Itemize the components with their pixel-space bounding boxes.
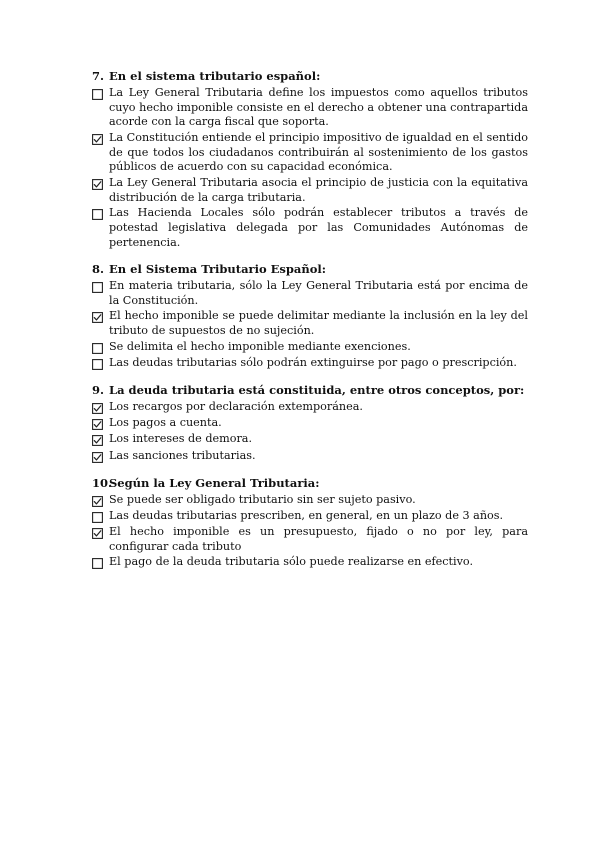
checkbox[interactable] bbox=[92, 416, 105, 431]
checkbox[interactable] bbox=[92, 449, 105, 464]
question-8 bbox=[92, 262, 528, 371]
checkbox-checked-icon bbox=[92, 496, 103, 507]
checkbox-empty-icon bbox=[92, 89, 103, 100]
option-text: La Constitución entiende el principio impositivo de igualdad en el sentido de que todos los ciudadanos contribuirán al sostenimiento de los gastos públicos de acuerdo con su capacidad económica. bbox=[109, 130, 528, 174]
answer-option bbox=[92, 206, 528, 250]
option-text: Se puede ser obligado tributario sin ser sujeto pasivo. bbox=[109, 492, 416, 506]
checkbox[interactable] bbox=[92, 279, 105, 294]
checkbox-empty-icon bbox=[92, 359, 103, 370]
checkbox[interactable] bbox=[92, 340, 105, 355]
checkbox-empty-icon bbox=[92, 343, 103, 354]
option-text: Los recargos por declaración extemporánea. bbox=[109, 400, 363, 414]
checkbox-checked-icon bbox=[92, 403, 103, 414]
answer-option bbox=[92, 309, 528, 338]
checkbox-checked-icon bbox=[92, 435, 103, 446]
question-title bbox=[92, 476, 528, 491]
checkbox-checked-icon bbox=[92, 312, 103, 323]
question-7 bbox=[92, 69, 528, 250]
checkbox[interactable] bbox=[92, 356, 105, 371]
option-text: Los intereses de demora. bbox=[109, 432, 253, 446]
checkbox[interactable] bbox=[92, 131, 105, 146]
answer-option bbox=[92, 493, 528, 508]
checkbox-checked-icon bbox=[92, 452, 103, 463]
checkbox-checked-icon bbox=[92, 419, 103, 430]
checkbox-empty-icon bbox=[92, 512, 103, 523]
checkbox-empty-icon bbox=[92, 209, 103, 220]
checkbox[interactable] bbox=[92, 509, 105, 524]
checkbox-empty-icon bbox=[92, 558, 103, 569]
checkbox[interactable] bbox=[92, 525, 105, 540]
answer-option bbox=[92, 86, 528, 130]
checkbox-empty-icon bbox=[92, 282, 103, 293]
question-title bbox=[92, 262, 528, 277]
option-text: En materia tributaria, sólo la Ley General Tributaria está por encima de la Constitución. bbox=[109, 279, 528, 307]
option-text: Las deudas tributarias sólo podrán extinguirse por pago o prescripción. bbox=[109, 356, 517, 370]
answer-option bbox=[92, 131, 528, 175]
checkbox[interactable] bbox=[92, 86, 105, 101]
answer-option bbox=[92, 416, 528, 431]
option-text: Las deudas tributarias prescriben, en general, en un plazo de 3 años. bbox=[109, 508, 504, 522]
checkbox[interactable] bbox=[92, 432, 105, 447]
checkbox-checked-icon bbox=[92, 179, 103, 190]
option-text: El pago de la deuda tributaria sólo puede realizarse en efectivo. bbox=[109, 555, 474, 569]
question-number: 10. bbox=[92, 475, 113, 490]
option-text: Las Hacienda Locales sólo podrán establecer tributos a través de potestad legislativa delegada por las Comunidades Autónomas de pertenencia. bbox=[109, 206, 528, 249]
option-text: La Ley General Tributaria asocia el principio de justicia con la equitativa distribución de la carga tributaria. bbox=[109, 175, 528, 204]
option-text: El hecho imponible se puede delimitar mediante la inclusión en la ley del tributo de supuestos de no sujeción. bbox=[109, 309, 528, 338]
question-list bbox=[92, 69, 528, 582]
question-number: 8. bbox=[92, 262, 105, 277]
checkbox-checked-icon bbox=[92, 528, 103, 539]
answer-option bbox=[92, 555, 528, 570]
checkbox[interactable] bbox=[92, 309, 105, 324]
question-10 bbox=[92, 476, 528, 571]
question-text: En el Sistema Tributario Español: bbox=[109, 262, 327, 277]
answer-option bbox=[92, 400, 528, 415]
answer-option bbox=[92, 356, 528, 371]
question-number: 9. bbox=[92, 383, 105, 398]
answer-option bbox=[92, 340, 528, 355]
checkbox[interactable] bbox=[92, 555, 105, 570]
question-9 bbox=[92, 383, 528, 464]
option-text: Las sanciones tributarias. bbox=[109, 448, 256, 462]
question-text: Según la Ley General Tributaria: bbox=[109, 475, 320, 490]
question-text: La deuda tributaria está constituida, entre otros conceptos, por: bbox=[109, 383, 525, 398]
answer-option bbox=[92, 279, 528, 308]
answer-option bbox=[92, 509, 528, 524]
option-text: El hecho imponible es un presupuesto, fijado o no por ley, para configurar cada tributo bbox=[109, 524, 528, 553]
answer-option bbox=[92, 432, 528, 447]
question-number: 7. bbox=[92, 69, 105, 83]
question-text: En el sistema tributario español: bbox=[109, 69, 321, 83]
checkbox-checked-icon bbox=[92, 134, 103, 145]
option-text: La Ley General Tributaria define los impuestos como aquellos tributos cuyo hecho imponible consiste en el derecho a obtener una contrapartida acorde con la carga fiscal que soporta. bbox=[109, 86, 528, 129]
question-title bbox=[92, 383, 528, 398]
checkbox[interactable] bbox=[92, 206, 105, 221]
answer-option bbox=[92, 176, 528, 205]
option-text: Los pagos a cuenta. bbox=[109, 416, 222, 430]
question-title bbox=[92, 69, 528, 84]
checkbox[interactable] bbox=[92, 176, 105, 191]
answer-option bbox=[92, 449, 528, 464]
answer-option bbox=[92, 525, 528, 554]
checkbox[interactable] bbox=[92, 493, 105, 508]
option-text: Se delimita el hecho imponible mediante exenciones. bbox=[109, 339, 411, 353]
checkbox[interactable] bbox=[92, 400, 105, 415]
